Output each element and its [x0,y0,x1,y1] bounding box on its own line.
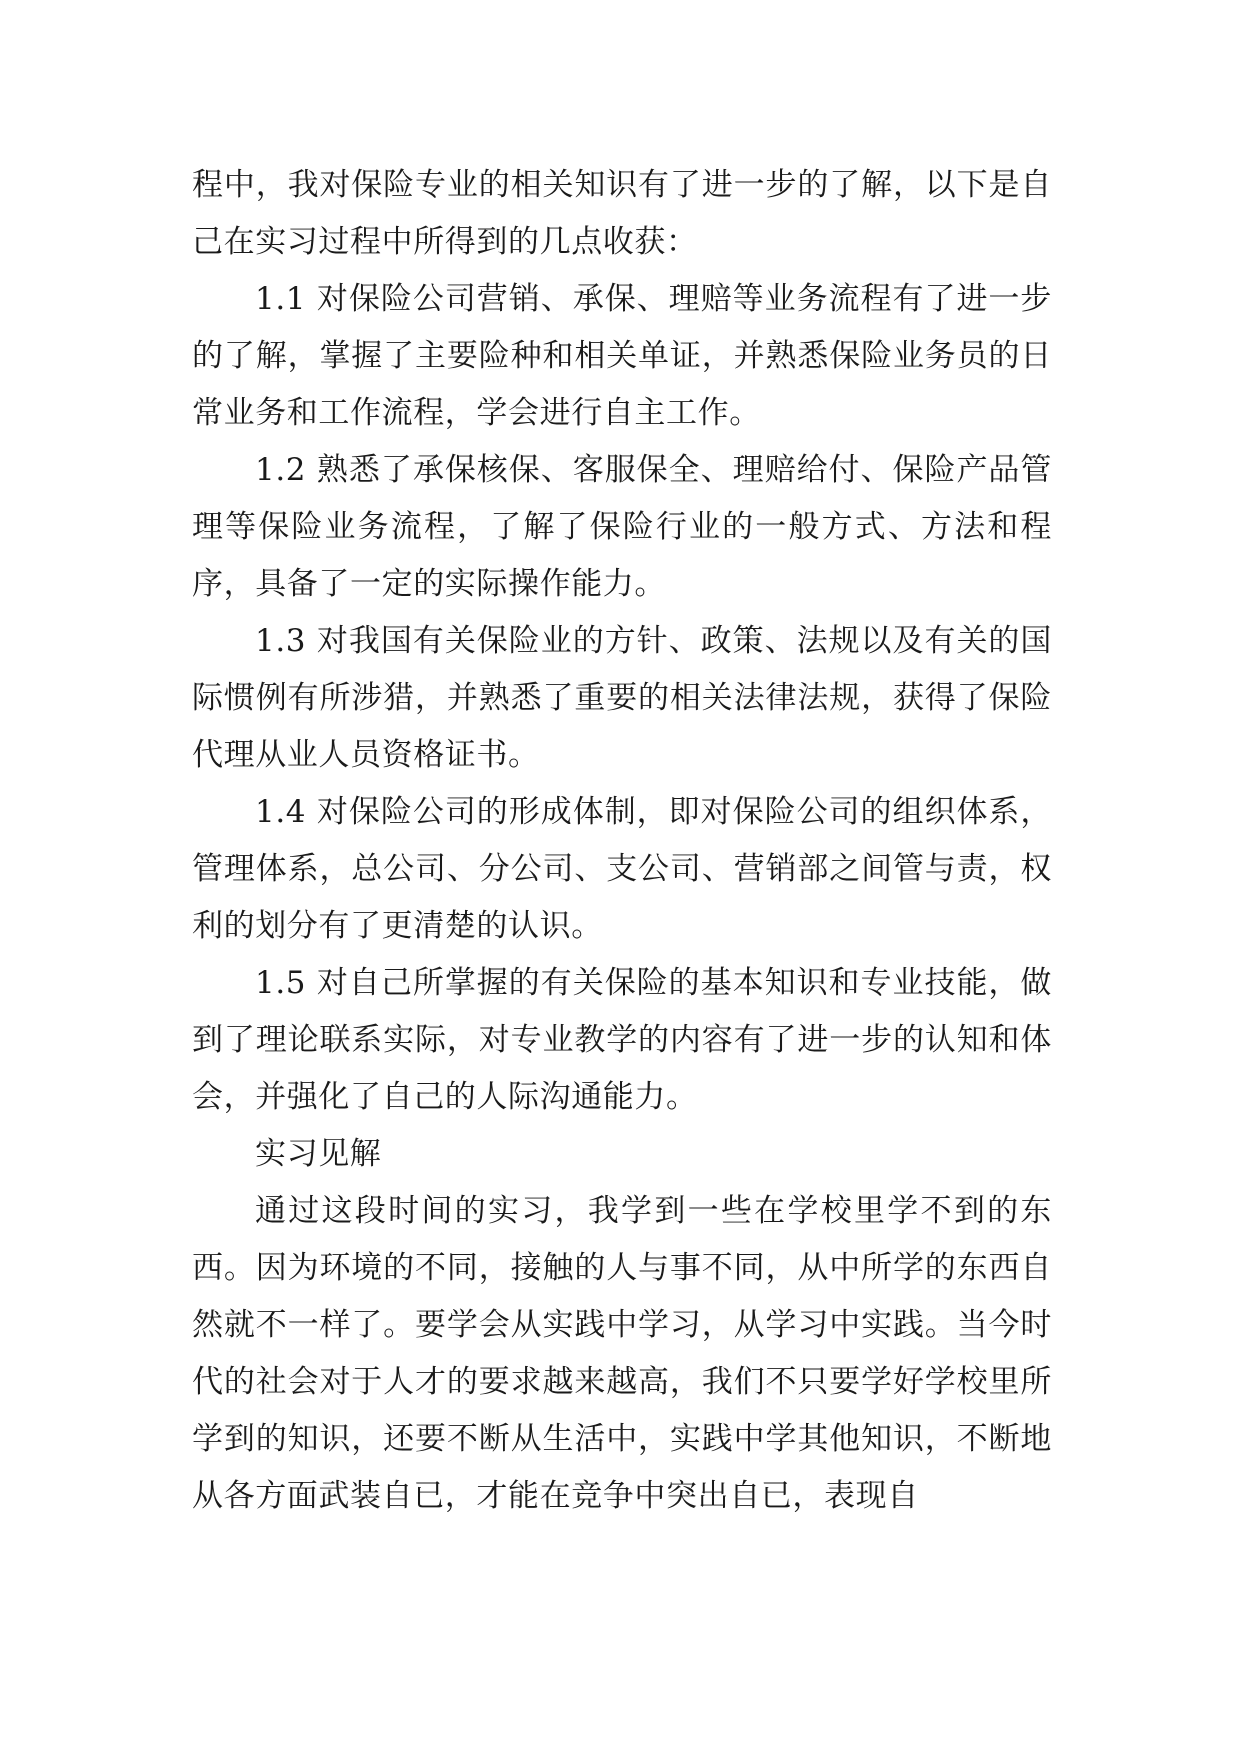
list-item-1-5: 1.5 对自己所掌握的有关保险的基本知识和专业技能，做到了理论联系实际，对专业教学的内容有了进一步的认知和体会，并强化了自己的人际沟通能力。 [192,965,1052,1115]
body-paragraph: 通过这段时间的实习，我学到一些在学校里学不到的东西。因为环境的不同，接触的人与事不同，从中所学的东西自然就不一样了。要学会从实践中学习，从学习中实践。当今时代的社会对于人才的要求越来越高，我们不只要学好学校里所学到的知识，还要不断从生活中，实践中学其他知识，不断地从各方面武装自已，才能在竞争中突出自已，表现自 [192,1193,1052,1514]
list-item-1-4: 1.4 对保险公司的形成体制，即对保险公司的组织体系，管理体系，总公司、分公司、支公司、营销部之间管与责，权利的划分有了更清楚的认识。 [192,794,1052,944]
document-body [192,157,1052,1525]
list-item-1-3: 1.3 对我国有关保险业的方针、政策、法规以及有关的国际惯例有所涉猎，并熟悉了重要的相关法律法规，获得了保险代理从业人员资格证书。 [192,623,1052,773]
continued-paragraph: 程中，我对保险专业的相关知识有了进一步的了解，以下是自己在实习过程中所得到的几点收获： [192,167,1052,260]
section-heading: 实习见解 [255,1136,382,1172]
list-item-1-2: 1.2 熟悉了承保核保、客服保全、理赔给付、保险产品管理等保险业务流程，了解了保险行业的一般方式、方法和程序，具备了一定的实际操作能力。 [192,452,1052,602]
list-item-1-1: 1.1 对保险公司营销、承保、理赔等业务流程有了进一步的了解，掌握了主要险种和相关单证，并熟悉保险业务员的日常业务和工作流程，学会进行自主工作。 [192,281,1052,431]
